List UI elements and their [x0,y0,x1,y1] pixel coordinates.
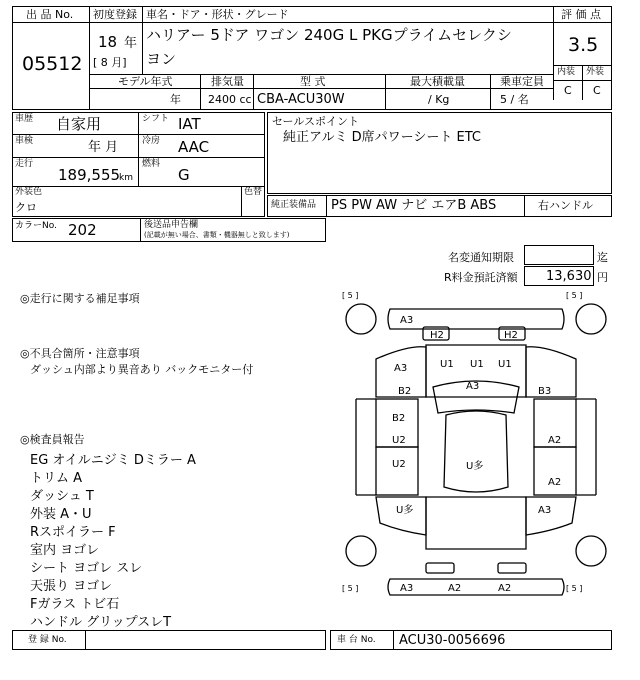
color-label: 外装色 [15,187,43,197]
damage-mark: H2 [430,330,444,341]
damage-mark: A3 [400,315,414,326]
inspection-value: 年 月 [88,140,119,155]
damage-mark: B3 [538,386,552,397]
interior-label: 内装 [557,67,576,77]
damage-mark: H2 [504,330,518,341]
recycle-unit: 円 [597,271,608,284]
model-year-label: モデル年式 [118,75,173,88]
vehicle-name-line2: ヨン [146,50,177,68]
damage-mark: U多 [396,505,414,516]
use-label: 車歴 [15,114,34,124]
damage-mark: A3 [400,583,414,594]
inspector-line: トリム A [30,471,83,486]
rear-right-quarter [526,497,576,535]
reg-year-unit: 年 [124,36,138,51]
tire-front-left [346,304,376,334]
chassis-label: 車 台 No. [337,635,376,645]
taillight-left [426,563,454,573]
reg-no-label: 登 録 No. [28,635,67,645]
damage-mark: U多 [466,461,484,472]
inspector-line: ハンドル グリップスレT [30,615,172,630]
name-change-box [524,245,594,265]
corner-label-br: [ 5 ] [566,584,583,593]
reg-month: [ 8 月] [93,56,127,69]
interior-grade: C [564,84,572,97]
inspector-line: ダッシュ T [30,489,94,504]
damage-mark: U1 [470,359,484,370]
reg-year: 18 [98,33,118,51]
tire-rear-left [346,536,376,566]
damage-mark: B2 [392,413,406,424]
sales-label: セールスポイント [272,115,360,128]
inspector-title: ◎検査員報告 [20,433,85,446]
tire-front-right [576,304,606,334]
front-bumper [388,309,564,329]
driving-notes-title: ◎走行に関する補足事項 [20,292,140,305]
mileage-unit: km [119,173,133,183]
capacity-label: 乗車定員 [500,75,544,88]
equipment-value: PS PW AW ナビ エアB ABS [331,198,497,213]
tire-rear-right [576,536,606,566]
model-code: CBA-ACU30W [257,92,345,107]
load-label: 最大積載量 [410,75,465,88]
inspector-line: 天張り ヨゴレ [30,579,113,594]
damage-mark: A3 [394,363,408,374]
score-value: 3.5 [568,34,599,56]
damage-mark: U2 [392,459,406,470]
damage-mark: A2 [448,583,462,594]
damage-mark: A2 [548,435,562,446]
sales-text: 純正アルミ D席パワーシート ETC [283,130,481,145]
reg-label: 初度登録 [93,8,137,21]
recycle-label: R料金預託済額 [444,271,518,284]
load-value: / Kg [428,93,450,106]
rear-left-door [376,447,418,495]
defects-title: ◎不具合箇所・注意事項 [20,347,140,360]
damage-mark: A2 [548,477,562,488]
exterior-label: 外装 [586,67,605,77]
type-label: 型 式 [300,75,326,88]
name-change-label: 名変通知期限 [448,251,514,264]
taillight-right [498,563,526,573]
inspector-line: Fガラス トビ石 [30,597,120,612]
tailgate [426,497,526,549]
chassis-value: ACU30-0056696 [399,633,506,648]
displacement-label: 排気量 [211,75,244,88]
rear-left-quarter [376,497,426,535]
equipment-label: 純正装備品 [271,200,317,210]
displacement-value: 2400 cc [208,93,252,106]
inspector-line: 外装 A・U [30,507,92,522]
inspector-line: EG オイルニジミ Dミラー A [30,453,196,468]
defects-text: ダッシュ内部より異音あり バックモニター付 [30,363,254,376]
damage-mark: A2 [498,583,512,594]
name-change-unit: 迄 [597,251,608,264]
registration-label: 後送品申告欄 [144,220,199,230]
damage-mark: A3 [538,505,552,516]
lot-number: 05512 [22,53,83,75]
recycle-value: 13,630 [546,269,592,284]
inspector-lines [30,449,196,629]
fuel-label: 燃料 [142,159,161,169]
inspector-line: Rスポイラー F [30,525,116,540]
shift-value: IAT [178,115,201,133]
inspection-label: 車検 [15,136,34,146]
damage-mark: U1 [440,359,454,370]
color-no-value: 202 [68,221,97,239]
vehicle-name-label: 車名・ドア・形状・グレード [146,8,289,21]
color-change-label: 色替 [244,187,263,197]
corner-label-tl: [ 5 ] [342,291,359,300]
damage-mark: B2 [398,386,412,397]
color-no-label: カラーNo. [15,221,57,231]
corner-label-bl: [ 5 ] [342,584,359,593]
damage-mark: U2 [392,435,406,446]
exterior-grade: C [593,84,601,97]
registration-note: (記載が無い場合、書類・機器無しと致します) [144,231,290,239]
mileage-label: 走行 [15,159,34,169]
damage-mark: A3 [466,381,480,392]
rear-bumper [388,579,564,595]
corner-label-tr: [ 5 ] [566,291,583,300]
use-value: 自家用 [56,115,102,133]
car-damage-diagram [338,287,614,605]
handle-value: 右ハンドル [538,199,593,212]
ac-label: 冷房 [142,136,161,146]
model-year-unit: 年 [170,93,181,106]
fuel-value: G [178,166,190,184]
ac-value: AAC [178,138,210,156]
inspector-line: シート ヨゴレ スレ [30,561,143,576]
vehicle-name: ハリアー 5ドア ワゴン 240G L PKGプライムセレクシ [146,26,512,44]
shift-label: シフト [142,114,170,124]
color-value: クロ [15,201,37,214]
inspector-line: 室内 ヨゴレ [30,543,100,558]
roof [444,411,508,492]
damage-mark: U1 [498,359,512,370]
capacity-value: 5 / 名 [500,93,529,106]
score-label: 評 価 点 [561,8,601,21]
mileage-value: 189,555 [58,166,121,184]
lot-label: 出 品 No. [26,8,74,21]
